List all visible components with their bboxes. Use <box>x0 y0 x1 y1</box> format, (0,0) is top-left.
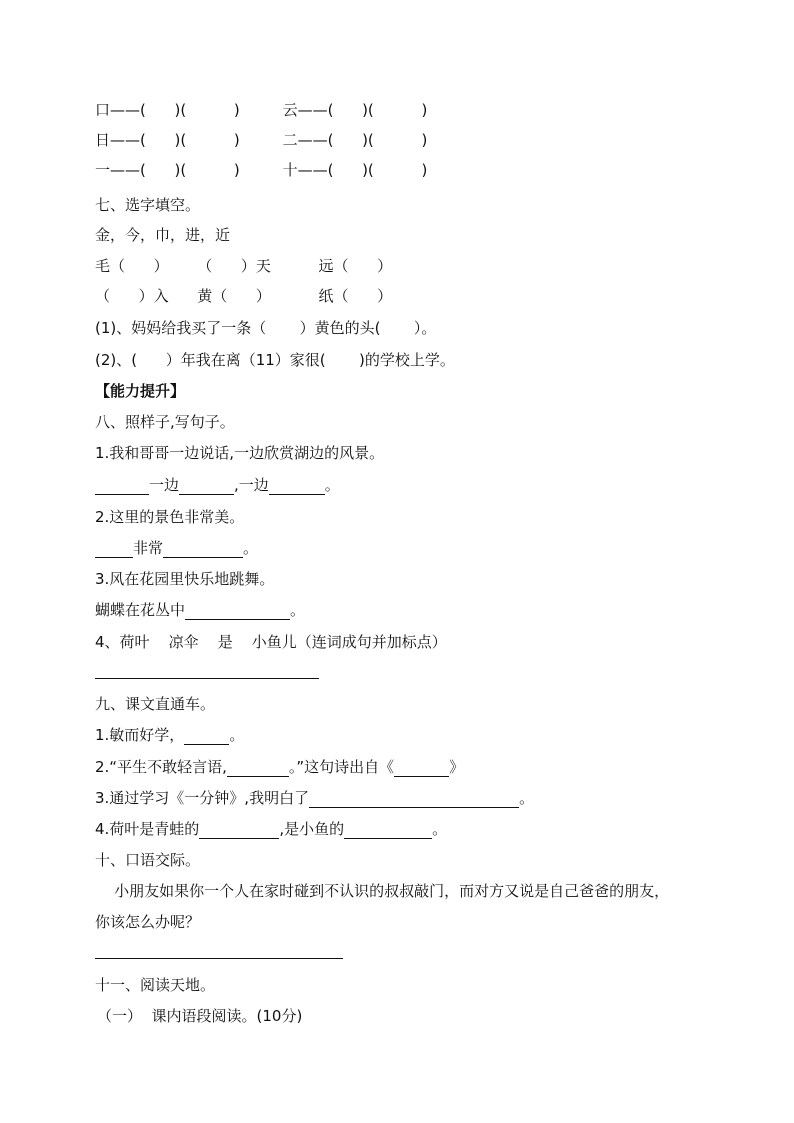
section-7-row-1: 毛（ ） （ ）天 远（ ） <box>95 257 393 275</box>
answer-blank[interactable] <box>309 791 519 808</box>
answer-line[interactable] <box>95 958 343 959</box>
pinyin-stroke-line-1: 口——( )( ) 云——( )( ) <box>95 101 428 119</box>
section-8-example-1: 1.我和哥哥一边说话,一边欣赏湖边的风景。 <box>95 444 385 462</box>
answer-blank[interactable] <box>184 728 229 745</box>
section-10-paragraph-line-1: 小朋友如果你一个人在家时碰到不认识的叔叔敲门，而对方又说是自己爸爸的朋友， <box>95 882 670 900</box>
section-8-answer-1: 一边 ,一边 。 <box>95 475 340 495</box>
section-8-example-3: 3.风在花园里快乐地跳舞。 <box>95 570 275 588</box>
answer-blank[interactable] <box>95 541 133 558</box>
section-10-title: 十、口语交际。 <box>95 851 201 869</box>
answer-blank[interactable] <box>269 478 325 495</box>
section-9-title: 九、课文直通车。 <box>95 695 216 713</box>
pinyin-stroke-line-2: 日——( )( ) 二——( )( ) <box>95 131 428 149</box>
answer-blank[interactable] <box>185 603 290 620</box>
section-11-title: 十一、阅读天地。 <box>95 976 216 994</box>
answer-line[interactable] <box>95 678 319 679</box>
answer-blank[interactable] <box>163 541 243 558</box>
answer-blank[interactable] <box>199 822 279 839</box>
section-8-example-2: 2.这里的景色非常美。 <box>95 508 245 526</box>
section-8-answer-3: 蝴蝶在花丛中 。 <box>95 601 306 619</box>
ability-heading: 【能力提升】 <box>95 382 186 400</box>
section-9-question-3: 3.通过学习《一分钟》,我明白了 。 <box>95 789 535 807</box>
section-7-question-1: (1)、妈妈给我买了一条（ ）黄色的头( ）。 <box>95 319 437 337</box>
section-8-title: 八、照样子,写句子。 <box>95 413 235 431</box>
section-7-options: 金，今，巾，进，近 <box>95 226 231 244</box>
answer-blank[interactable] <box>179 478 234 495</box>
section-8-answer-2: 非常 。 <box>95 538 258 558</box>
answer-blank[interactable] <box>394 760 449 777</box>
pinyin-stroke-line-3: 一——( )( ) 十——( )( ) <box>95 161 428 179</box>
section-7-row-2: （ ）入 黄（ ） 纸（ ） <box>95 287 393 305</box>
section-9-question-1: 1.敏而好学， 。 <box>95 726 245 744</box>
answer-blank[interactable] <box>95 478 149 495</box>
section-9-question-4: 4.荷叶是青蛙的 ,是小鱼的 。 <box>95 820 448 838</box>
section-10-paragraph-line-2: 你该怎么办呢？ <box>95 913 201 931</box>
section-7-question-2: (2)、( ）年我在离（11）家很( )的学校上学。 <box>95 351 455 369</box>
section-7-title: 七、选字填空。 <box>95 196 201 214</box>
section-9-question-2: 2.“平生不敢轻言语, 。”这句诗出自《 》 <box>95 758 465 776</box>
section-8-question-4: 4、荷叶 凉伞 是 小鱼儿（连词成句并加标点） <box>95 633 447 651</box>
answer-blank[interactable] <box>227 760 289 777</box>
section-11-subtitle: （一） 课内语段阅读。(10分) <box>97 1007 303 1025</box>
answer-blank[interactable] <box>344 822 432 839</box>
